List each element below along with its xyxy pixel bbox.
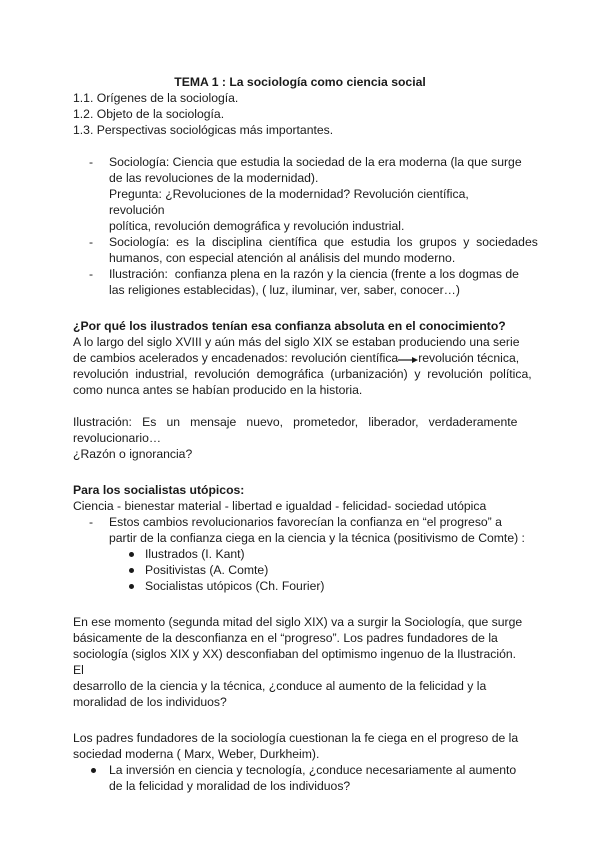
bullet-item: [73, 546, 527, 562]
dash-marker: -: [89, 515, 94, 529]
dash-item: [73, 514, 527, 546]
toc-item: 1.1. Orígenes de la sociología.: [73, 91, 239, 105]
spacer: [73, 398, 527, 414]
paragraph-line: A lo largo del siglo XVIII y aún más del siglo XIX se estaban produciendo una serie: [73, 335, 520, 349]
definition-item: [73, 154, 527, 234]
spacer: [73, 710, 527, 730]
page-title: TEMA 1 : La sociología como ciencia social: [174, 75, 426, 89]
spacer: [73, 594, 527, 614]
bullet-item: [73, 762, 527, 794]
paragraph-line: moralidad de los individuos?: [73, 695, 227, 709]
document-page: [73, 74, 538, 794]
dash-marker: -: [89, 267, 94, 281]
paragraph-line: ¿Razón o ignorancia?: [73, 447, 193, 461]
bullet-dot: [91, 768, 96, 773]
paragraph-text: revolución técnica,: [418, 351, 520, 365]
dash-marker: -: [89, 235, 94, 249]
bullet-text: Socialistas utópicos (Ch. Fourier): [145, 579, 325, 593]
paragraph-line: Ciencia - bienestar material - libertad e igualdad - felicidad- sociedad utópica: [73, 499, 487, 513]
bullet-item: [73, 578, 527, 594]
paragraph-text: de cambios acelerados y encadenados: revolución científica: [73, 351, 399, 365]
definition-text: de las revoluciones de la modernidad).: [109, 171, 319, 185]
paragraph-line: Los padres fundadores de la sociología cuestionan la fe ciega en el progreso de la: [73, 731, 519, 745]
section-heading: ¿Por qué los ilustrados tenían esa confianza absoluta en el conocimiento?: [73, 319, 506, 333]
dash-text: partir de la confianza ciega en la ciencia y la técnica (positivismo de Comte) :: [109, 531, 525, 545]
bullet-text: Ilustrados (I. Kant): [145, 547, 245, 561]
bullet-dot: [129, 552, 134, 557]
paragraph-line: básicamente de la desconfianza en el “progreso”. Los padres fundadores de la: [73, 631, 498, 645]
arrow-right-icon: [398, 355, 418, 363]
dash-marker: -: [89, 155, 94, 169]
bullet-item: [73, 562, 527, 578]
paragraph-line: revolución industrial, revolución demográfica (urbanización) y revolución política,: [73, 367, 532, 381]
definition-item: [73, 234, 538, 266]
toc-item: 1.2. Objeto de la sociología.: [73, 107, 225, 121]
paragraph-line: como nunca antes se habían producido en la historia.: [73, 383, 363, 397]
paragraph-line: sociedad moderna ( Marx, Weber, Durkheim).: [73, 747, 320, 761]
definition-text: humanos, con especial atención al análisis del mundo moderno.: [109, 251, 456, 265]
spacer: [73, 462, 527, 478]
bullet-text: de la felicidad y moralidad de los individuos?: [109, 779, 351, 793]
bullet-dot: [129, 584, 134, 589]
paragraph-line: revolucionario…: [73, 431, 162, 445]
definition-text: Sociología: es la disciplina científica que estudia los grupos y sociedades: [109, 235, 538, 249]
definition-text: Sociología: Ciencia que estudia la sociedad de la era moderna (la que surge: [109, 155, 522, 169]
toc-item: 1.3. Perspectivas sociológicas más importantes.: [73, 123, 334, 137]
definition-text: Ilustración: confianza plena en la razón y la ciencia (frente a los dogmas de: [109, 267, 519, 281]
bullet-text: Positivistas (A. Comte): [145, 563, 269, 577]
section-heading: Para los socialistas utópicos:: [73, 483, 245, 497]
dash-text: Estos cambios revolucionarios favorecían la confianza en “el progreso” a: [109, 515, 502, 529]
definition-item: [73, 266, 527, 298]
paragraph-line: Ilustración: Es un mensaje nuevo, prometedor, liberador, verdaderamente: [73, 415, 518, 429]
bullet-text: La inversión en ciencia y tecnología, ¿conduce necesariamente al aumento: [109, 763, 517, 777]
bullet-dot: [129, 568, 134, 573]
paragraph-line: sociología (siglos XIX y XX) desconfiaban del optimismo ingenuo de la Ilustración. El: [73, 647, 517, 677]
definition-text: Pregunta: ¿Revoluciones de la modernidad? Revolución científica, revolución: [109, 187, 469, 217]
paragraph-line: [73, 350, 527, 366]
definition-text: las religiones establecidas), ( luz, iluminar, ver, saber, conocer…): [109, 283, 460, 297]
spacer: [73, 138, 527, 154]
spacer: [73, 298, 527, 314]
paragraph-line: desarrollo de la ciencia y la técnica, ¿conduce al aumento de la felicidad y la: [73, 679, 487, 693]
definition-text: política, revolución demográfica y revolución industrial.: [109, 219, 405, 233]
paragraph-line: En ese momento (segunda mitad del siglo XIX) va a surgir la Sociología, que surge: [73, 615, 523, 629]
